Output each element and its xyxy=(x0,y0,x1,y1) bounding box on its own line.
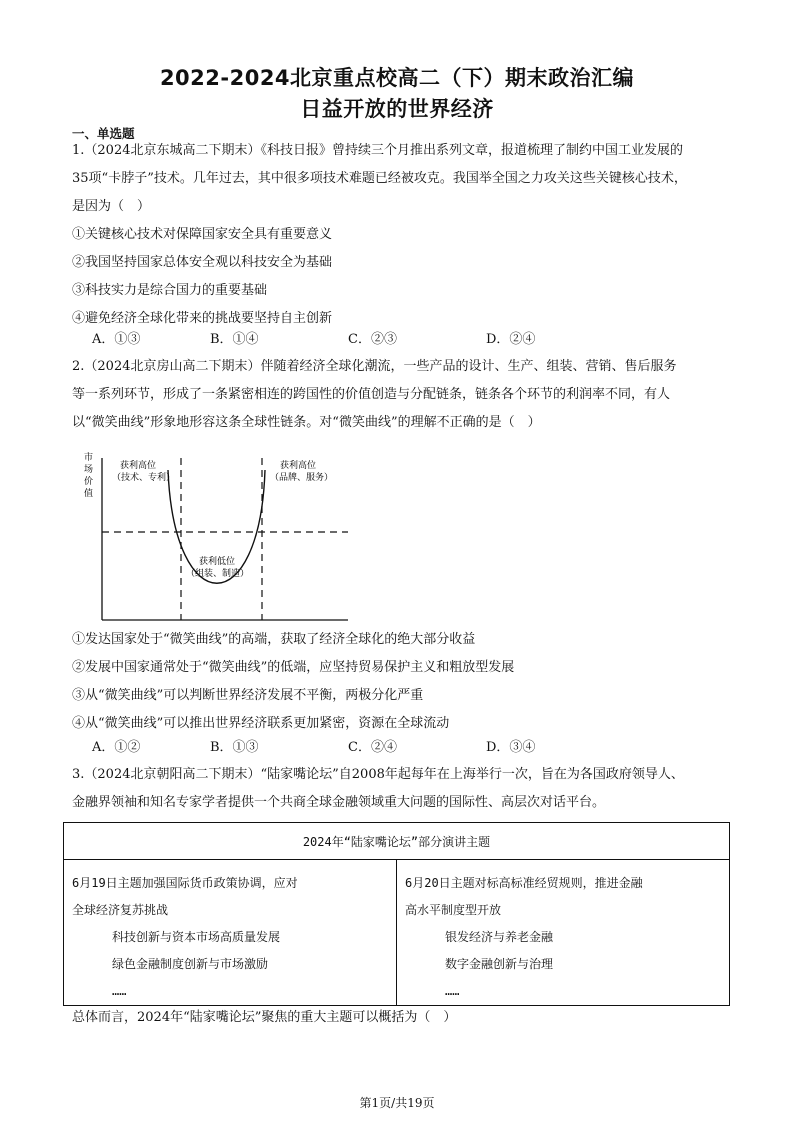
q2-line: 2.（2024北京房山高二下期末）伴随着经济全球化潮流，一些产品的设计、生产、组装、营销、售后服务 xyxy=(72,359,677,374)
q2-option-d[interactable]: D．③④ xyxy=(486,740,536,755)
q1-option-a[interactable]: A．①③ xyxy=(92,332,141,347)
q2-items xyxy=(72,626,514,738)
q1-line: 是因为（ ） xyxy=(72,199,151,214)
q2-item: ①发达国家处于“微笑曲线”的高端，获取了经济全球化的绝大部分收益 xyxy=(72,632,476,647)
q1-line: 1.（2024北京东城高二下期末）《科技日报》曾持续三个月推出系列文章，报道梳理了制约中国工业发展的 xyxy=(72,143,683,158)
y-axis-label-char: 值 xyxy=(84,489,94,499)
topic-text: 银发经济与养老金融 xyxy=(445,930,554,944)
q2-option-b[interactable]: B．①③ xyxy=(210,740,259,755)
q2-option-c[interactable]: C．②④ xyxy=(348,740,397,755)
topic-text: 全球经济复苏挑战 xyxy=(72,903,169,917)
right-high-label: 获利高位 xyxy=(280,461,317,471)
topic-ellipsis: …… xyxy=(112,984,127,998)
q1-item: ④避免经济全球化带来的挑战要坚持自主创新 xyxy=(72,311,333,326)
q1-item: ③科技实力是综合国力的重要基础 xyxy=(72,283,268,298)
q1-item: ①关键核心技术对保障国家安全具有重要意义 xyxy=(72,227,333,242)
question-3 xyxy=(72,761,684,817)
q1-option-b[interactable]: B．①④ xyxy=(210,332,259,347)
y-axis-label-char: 价 xyxy=(84,477,94,487)
q2-option-a[interactable]: A．①② xyxy=(92,740,141,755)
smile-curve-diagram xyxy=(72,446,352,626)
question-2 xyxy=(72,353,677,437)
topic-text: 6月19日主题加强国际货币政策协调，应对 xyxy=(72,876,298,890)
q2-item: ③从“微笑曲线”可以判断世界经济发展不平衡，两极分化严重 xyxy=(72,688,424,703)
y-axis-label-char: 市 xyxy=(84,453,94,463)
q1-line: 35项“卡脖子”技术。几年过去，其中很多项技术难题已经被攻克。我国举全国之力攻关这些关键核心技术， xyxy=(72,171,687,186)
section-heading: 一、单选题 xyxy=(72,126,135,141)
left-high-label: 获利高位 xyxy=(120,461,157,471)
q2-line: 以“微笑曲线”形象地形容这条全球性链条。对“微笑曲线”的理解不正确的是（ ） xyxy=(72,415,541,430)
left-high-sublabel: （技术、专利） xyxy=(112,473,176,483)
q2-item: ②发展中国家通常处于“微笑曲线”的低端，应坚持贸易保护主义和粗放型发展 xyxy=(72,660,515,675)
table-cell-june-19 xyxy=(64,860,397,1006)
y-axis-label-char: 场 xyxy=(84,465,94,475)
q2-item: ④从“微笑曲线”可以推出世界经济联系更加紧密，资源在全球流动 xyxy=(72,716,450,731)
q1-item: ②我国坚持国家总体安全观以科技安全为基础 xyxy=(72,255,333,270)
question-1 xyxy=(72,137,687,333)
q3-line: 3.（2024北京朝阳高二下期末）“陆家嘴论坛”自2008年起每年在上海举行一次，旨在为各国政府领导人、 xyxy=(72,767,684,782)
right-high-sublabel: （品牌、服务） xyxy=(270,473,334,483)
topic-text: 科技创新与资本市场高质量发展 xyxy=(112,930,281,944)
q2-line: 等一系列环节，形成了一条紧密相连的跨国性的价值创造与分配链条，链条各个环节的利润率不同，有人 xyxy=(72,387,671,402)
low-sublabel: （组装、制造） xyxy=(186,569,250,579)
page-title: 2022-2024北京重点校高二（下）期末政治汇编 xyxy=(159,66,635,90)
forum-topics-table xyxy=(63,822,730,1006)
q3-line: 金融界领袖和知名专家学者提供一个共商全球金融领域重大问题的国际性、高层次对话平台。 xyxy=(72,795,606,810)
topic-text: 6月20日主题对标高标准经贸规则，推进金融 xyxy=(405,876,643,890)
q3-question: 总体而言，2024年“陆家嘴论坛”聚焦的重大主题可以概括为（ ） xyxy=(72,1010,457,1025)
low-label: 获利低位 xyxy=(199,557,236,567)
topic-text: 数字金融创新与治理 xyxy=(445,957,554,971)
topic-text: 绿色金融制度创新与市场激励 xyxy=(112,957,269,971)
topic-ellipsis: …… xyxy=(445,984,460,998)
table-title: 2024年“陆家嘴论坛”部分演讲主题 xyxy=(64,823,730,860)
q1-option-c[interactable]: C．②③ xyxy=(348,332,397,347)
page-subtitle: 日益开放的世界经济 xyxy=(300,97,494,121)
topic-text: 高水平制度型开放 xyxy=(405,903,502,917)
page-footer: 第1页/共19页 xyxy=(359,1096,435,1110)
table-cell-june-20 xyxy=(397,860,730,1006)
q1-option-d[interactable]: D．②④ xyxy=(486,332,536,347)
